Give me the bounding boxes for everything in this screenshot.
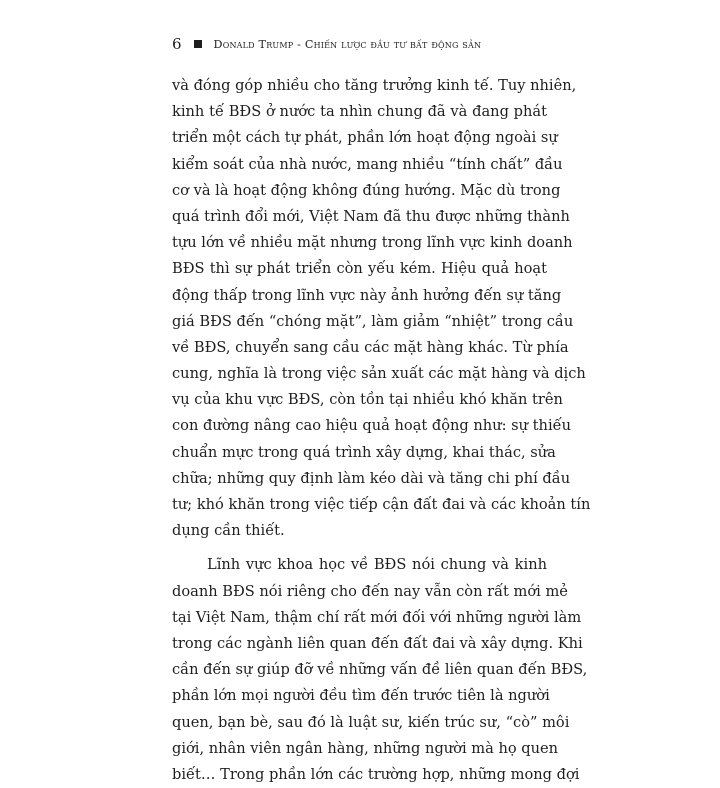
text-line: con đường nâng cao hiệu quả hoạt động như: sự thiếu bbox=[172, 417, 571, 435]
body-text bbox=[172, 73, 591, 788]
text-line: chữa; những quy định làm kéo dài và tăng chi phí đầu bbox=[172, 469, 571, 487]
text-line: quen, bạn bè, sau đó là luật sư, kiến trúc sư, “cò” môi bbox=[172, 713, 570, 731]
text-line: cung, nghĩa là trong việc sản xuất các mặt hàng và dịch bbox=[172, 365, 586, 383]
text-line: BĐS thì sự phát triển còn yếu kém. Hiệu quả hoạt bbox=[172, 260, 547, 278]
text-line: cơ và là hoạt động không đúng hướng. Mặc dù trong bbox=[172, 181, 561, 199]
text-line: cần đến sự giúp đỡ về những vấn đề liên quan đến BĐS, bbox=[172, 661, 588, 679]
text-line: triển một cách tự phát, phần lớn hoạt động ngoài sự bbox=[172, 129, 558, 147]
text-line: về BĐS, chuyển sang cầu các mặt hàng khác. Từ phía bbox=[172, 338, 569, 356]
paragraph-gap bbox=[172, 544, 547, 552]
text-line: tựu lớn về nhiều mặt nhưng trong lĩnh vực kinh doanh bbox=[172, 234, 573, 252]
running-header bbox=[172, 33, 552, 55]
text-line: tại Việt Nam, thậm chí rất mới đối với những người làm bbox=[172, 608, 582, 626]
text-line: động thấp trong lĩnh vực này ảnh hưởng đến sự tăng bbox=[172, 286, 562, 304]
text-line: doanh BĐS nói riêng cho đến nay vẫn còn rất mới mẻ bbox=[172, 582, 568, 600]
text-line: và đóng góp nhiều cho tăng trưởng kinh tế. Tuy nhiên, bbox=[172, 77, 577, 94]
text-line: giới, nhân viên ngân hàng, những người mà họ quen bbox=[172, 739, 559, 757]
paragraph bbox=[172, 73, 591, 544]
square-bullet-icon bbox=[194, 40, 202, 48]
text-line: tư; khó khăn trong việc tiếp cận đất đai và các khoản tín bbox=[172, 496, 591, 513]
text-line: Lĩnh vực khoa học về BĐS nói chung và kinh bbox=[207, 556, 547, 574]
paragraph bbox=[172, 552, 588, 788]
text-line: chuẩn mực trong quá trình xây dựng, khai thác, sửa bbox=[172, 443, 556, 461]
book-title-header: Donald Trump - Chiến lược đầu tư bất động sản bbox=[213, 37, 482, 51]
text-line: vụ của khu vực BĐS, còn tồn tại nhiều khó khăn trên bbox=[172, 391, 563, 409]
text-line: phần lớn mọi người đều tìm đến trước tiên là người bbox=[172, 687, 550, 705]
text-line: kiểm soát của nhà nước, mang nhiều “tính chất” đầu bbox=[172, 155, 563, 173]
text-line: giá BĐS đến “chóng mặt”, làm giảm “nhiệt” trong cầu bbox=[172, 312, 574, 330]
page-number: 6 bbox=[172, 35, 182, 53]
text-line: dụng cần thiết. bbox=[172, 522, 285, 540]
text-line: trong các ngành liên quan đến đất đai và xây dựng. Khi bbox=[172, 634, 583, 652]
text-line: quá trình đổi mới, Việt Nam đã thu được những thành bbox=[172, 207, 570, 225]
text-line: biết… Trong phần lớn các trường hợp, những mong đợi bbox=[172, 765, 580, 783]
text-line: kinh tế BĐS ở nước ta nhìn chung đã và đang phát bbox=[172, 103, 547, 121]
